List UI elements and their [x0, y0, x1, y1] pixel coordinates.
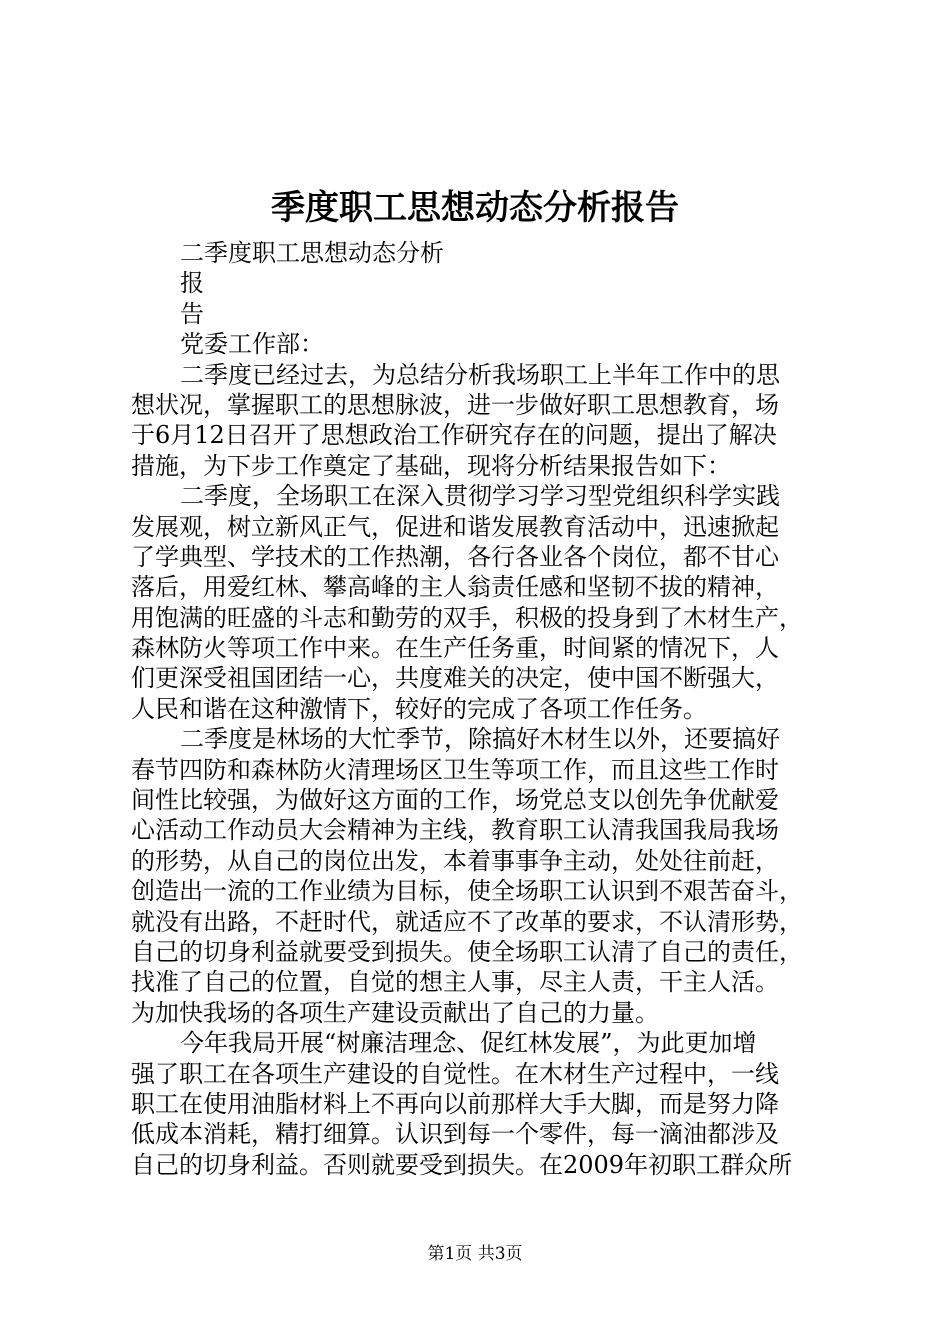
text-line: 了学典型、学技术的工作热潮，各行各业各个岗位，都不甘心 [131, 542, 779, 571]
text-line: 森林防火等项工作中来。在生产任务重，时间紧的情况下，人 [131, 634, 779, 663]
text-line: 间性比较强，为做好这方面的工作，场党总支以创先争优献爱 [131, 786, 779, 815]
text-line: 为加快我场的各项生产建设贡献出了自己的力量。 [131, 998, 659, 1027]
text-line: 二季度是林场的大忙季节，除搞好木材生以外，还要搞好 [180, 725, 780, 754]
text-line: 们更深受祖国团结一心，共度难关的决定，使中国不断强大， [131, 664, 779, 693]
text-line: 今年我局开展“树廉洁理念、促红林发展”，为此更加增 [180, 1029, 757, 1058]
document-body [131, 238, 831, 1180]
text-line: 想状况，掌握职工的思想脉波，进一步做好职工思想教育，场 [131, 390, 779, 419]
text-line: 措施，为下步工作奠定了基础，现将分析结果报告如下： [131, 451, 731, 480]
text-line: 强了职工在各项生产建设的自觉性。在木材生产过程中，一线 [131, 1059, 779, 1088]
text-line: 报 [180, 269, 204, 298]
text-line: 人民和谐在这种激情下，较好的完成了各项工作任务。 [131, 694, 707, 723]
text-line: 自己的切身利益就要受到损失。使全场职工认清了自己的责任， [131, 937, 803, 966]
text-line: 找准了自己的位置，自觉的想主人事，尽主人责，干主人活。 [131, 968, 779, 997]
document-title: 季度职工思想动态分析报告 [271, 188, 679, 228]
text-line: 创造出一流的工作业绩为目标，使全场职工认识到不艰苦奋斗， [131, 877, 803, 906]
text-line: 党委工作部： [180, 330, 324, 359]
text-line: 春节四防和森林防火清理场区卫生等项工作，而且这些工作时 [131, 755, 779, 784]
text-line: 低成本消耗，精打细算。认识到每一个零件，每一滴油都涉及 [131, 1120, 779, 1149]
text-line: 心活动工作动员大会精神为主线，教育职工认清我国我局我场 [131, 816, 779, 845]
text-line: 告 [180, 299, 204, 328]
text-line: 落后，用爱红林、攀高峰的主人翁责任感和坚韧不拔的精神， [131, 573, 779, 602]
text-line: 二季度已经过去，为总结分析我场职工上半年工作中的思 [180, 360, 780, 389]
text-line: 自己的切身利益。否则就要受到损失。在2009年初职工群众所 [131, 1150, 793, 1179]
text-line: 二季度，全场职工在深入贯彻学习学习型党组织科学实践 [180, 482, 780, 511]
text-line: 就没有出路，不赶时代，就适应不了改革的要求，不认清形势， [131, 907, 803, 936]
text-line: 于6月12日召开了思想政治工作研究存在的问题，提出了解决 [131, 421, 777, 450]
text-line: 二季度职工思想动态分析 [180, 239, 444, 267]
text-line: 用饱满的旺盛的斗志和勤劳的双手，积极的投身到了木材生产， [131, 603, 803, 632]
text-line: 的形势，从自己的岗位出发，本着事事争主动，处处往前赶， [131, 846, 779, 875]
text-line: 发展观，树立新风正气，促进和谐发展教育活动中，迅速掀起 [131, 512, 779, 541]
text-line: 职工在使用油脂材料上不再向以前那样大手大脚，而是努力降 [131, 1089, 779, 1118]
page-footer: 第1页 共3页 [427, 1244, 523, 1264]
